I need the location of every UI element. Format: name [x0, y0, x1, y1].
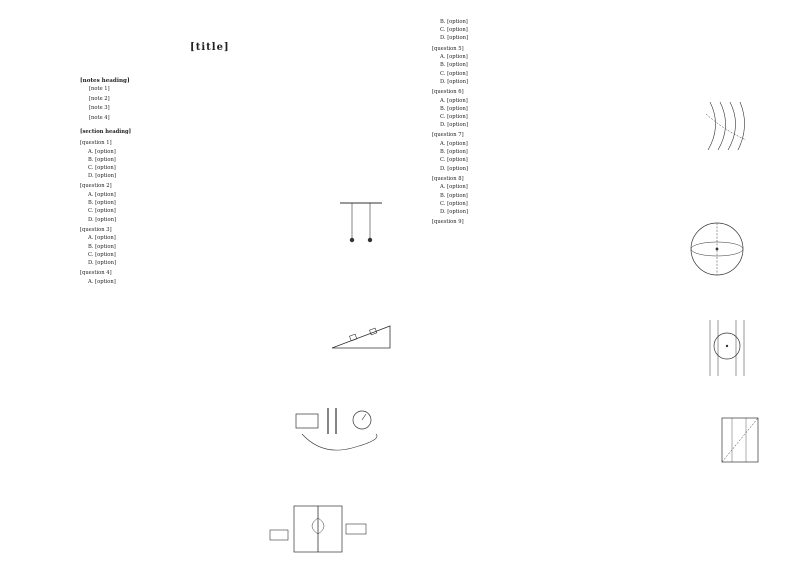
question-stem: [question 1] — [80, 139, 112, 146]
answer-option: B. [option] — [88, 200, 116, 207]
answer-option: C. [option] — [440, 27, 468, 34]
note-item: [note 2] — [89, 95, 110, 102]
answer-option: A. [option] — [440, 184, 468, 191]
figure-pendulums — [338, 200, 384, 248]
answer-option: C. [option] — [440, 70, 468, 77]
note-item: [note 1] — [89, 86, 110, 92]
answer-option: B. [option] — [440, 192, 468, 199]
answer-option: B. [option] — [440, 19, 468, 25]
answer-option: A. [option] — [440, 141, 468, 148]
answer-option: D. [option] — [440, 209, 468, 216]
answer-option: A. [option] — [88, 191, 116, 198]
figure-precipitator — [268, 500, 368, 556]
answer-option: B. [option] — [88, 243, 116, 250]
answer-option: B. [option] — [440, 62, 468, 69]
question-stem: [question 7] — [432, 132, 464, 139]
answer-option: A. [option] — [440, 54, 468, 61]
answer-option: C. [option] — [440, 157, 468, 164]
answer-option: A. [option] — [88, 235, 116, 242]
question-stem: [question 2] — [80, 183, 112, 190]
figure-sphere — [688, 220, 746, 278]
notes-heading: [notes heading] — [80, 78, 130, 84]
question-stem: [question 6] — [432, 89, 464, 96]
section-heading: [section heading] — [80, 129, 132, 136]
answer-option: D. [option] — [440, 78, 468, 85]
figure-vertical-circle — [704, 318, 750, 378]
answer-option: C. [option] — [88, 208, 116, 215]
answer-option: C. [option] — [440, 200, 468, 207]
question-stem: [question 3] — [80, 226, 112, 233]
answer-option: B. [option] — [88, 156, 116, 163]
page-title: [title] — [190, 42, 230, 53]
answer-option: B. [option] — [440, 105, 468, 112]
answer-option: A. [option] — [88, 148, 116, 155]
answer-option: C. [option] — [88, 251, 116, 258]
figure-electrometer — [292, 404, 382, 462]
question-stem: [question 9] — [432, 219, 464, 226]
answer-option: B. [option] — [440, 149, 468, 156]
answer-option: A. [option] — [440, 97, 468, 104]
answer-option: D. [option] — [440, 165, 468, 172]
question-stem: [question 5] — [432, 45, 464, 52]
figure-field-lines — [702, 100, 750, 152]
note-item: [note 4] — [89, 114, 110, 121]
answer-option: C. [option] — [440, 114, 468, 121]
answer-option: D. [option] — [440, 35, 468, 42]
note-item: [note 3] — [89, 105, 110, 112]
question-stem: [question 8] — [432, 175, 464, 182]
answer-option: A. [option] — [88, 278, 116, 285]
answer-option: C. [option] — [88, 164, 116, 171]
answer-option: D. [option] — [88, 173, 116, 180]
answer-option: D. [option] — [440, 122, 468, 129]
answer-option: D. [option] — [88, 216, 116, 223]
figure-rectangle-field — [718, 414, 762, 466]
question-stem: [question 4] — [80, 270, 112, 277]
figure-incline — [330, 322, 392, 350]
answer-option: D. [option] — [88, 259, 116, 266]
